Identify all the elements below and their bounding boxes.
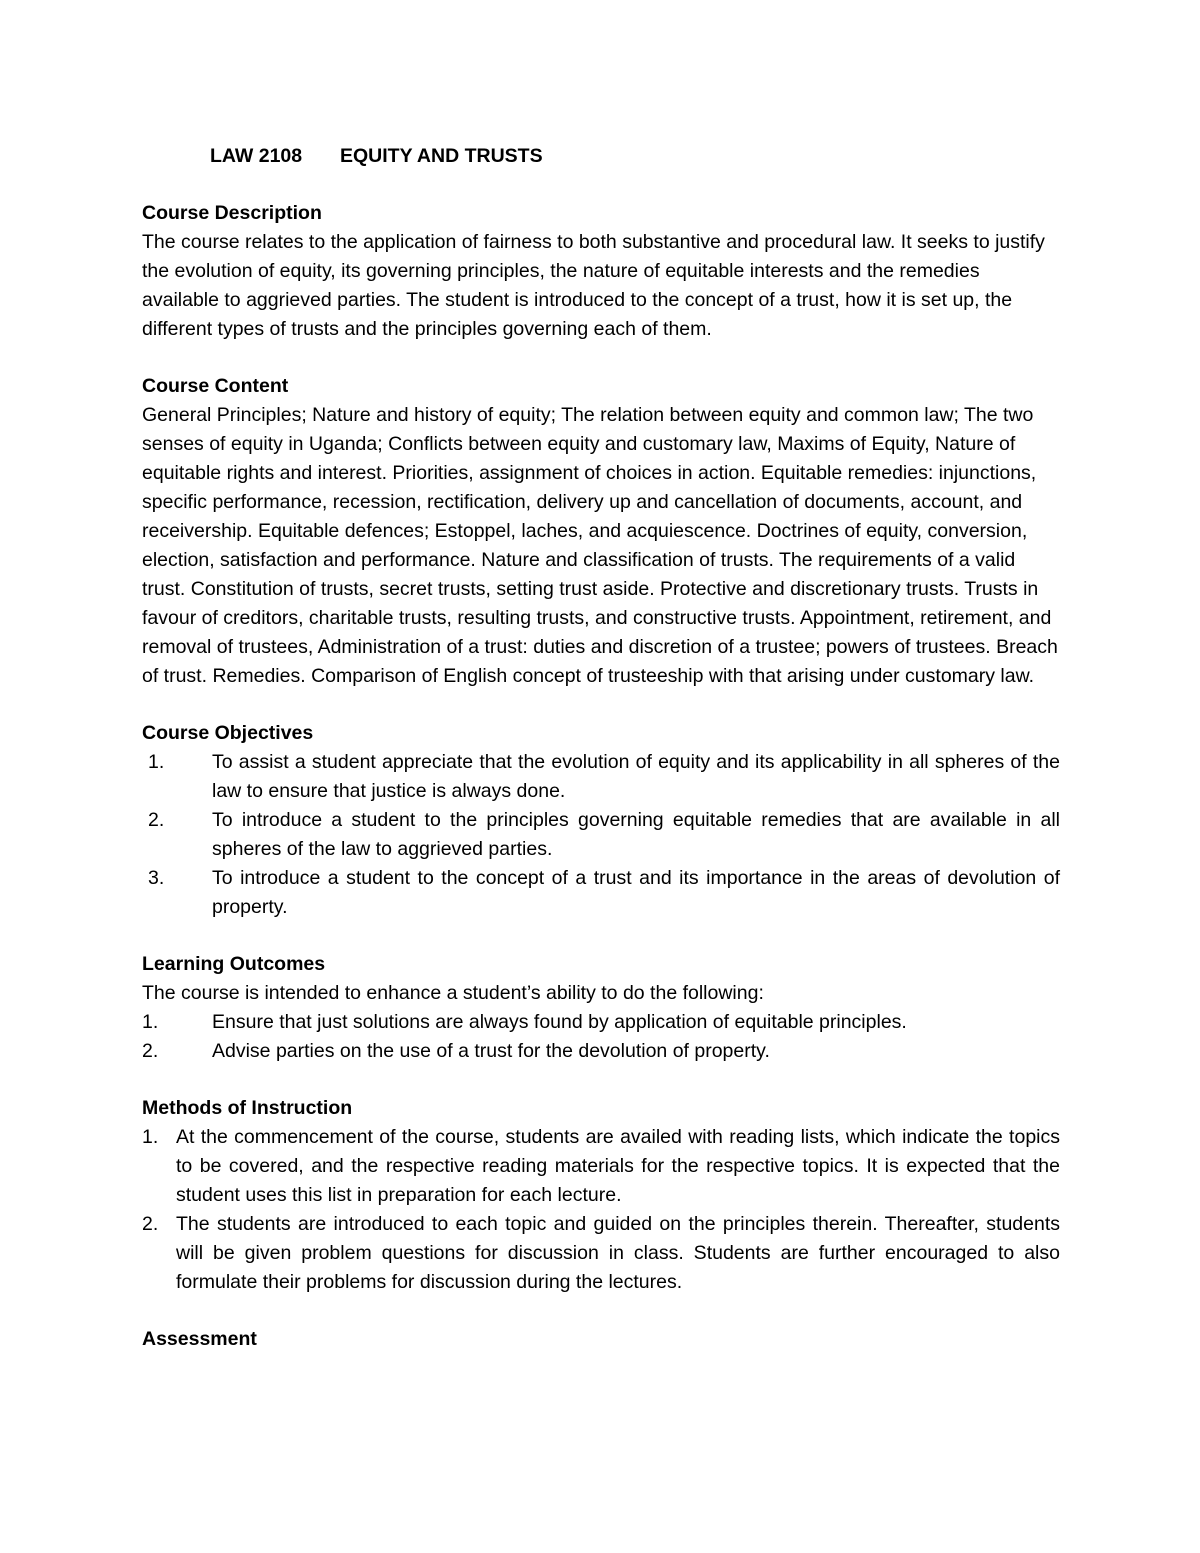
list-item (142, 1123, 1060, 1210)
course-description-heading: Course Description (142, 202, 322, 224)
list-item (142, 806, 1060, 864)
list-item-text: At the commencement of the course, students are availed with reading lists, which indicate the topics to be covered, and the respective reading materials for the respective topics. It is expected that the student uses this list in preparation for each lecture. (176, 1126, 1060, 1206)
course-description-section (142, 199, 1060, 344)
course-objectives-section (142, 719, 1060, 922)
learning-outcomes-section (142, 950, 1060, 1066)
list-item (142, 1008, 1060, 1037)
course-name: EQUITY AND TRUSTS (340, 145, 543, 167)
list-item (142, 748, 1060, 806)
list-item (142, 1210, 1060, 1297)
learning-outcomes-intro: The course is intended to enhance a student’s ability to do the following: (142, 982, 764, 1004)
course-objectives-heading: Course Objectives (142, 722, 314, 744)
list-item (142, 864, 1060, 922)
course-title (210, 140, 1060, 172)
list-item-text: To introduce a student to the principles governing equitable remedies that are available in all spheres of the law to aggrieved parties. (212, 809, 1060, 860)
assessment-heading: Assessment (142, 1328, 257, 1350)
list-number: 2. (148, 809, 165, 831)
methods-of-instruction-heading: Methods of Instruction (142, 1097, 353, 1119)
course-content-heading: Course Content (142, 375, 289, 397)
list-item (142, 1037, 1060, 1066)
methods-of-instruction-list (142, 1123, 1060, 1297)
list-item-text: To assist a student appreciate that the evolution of equity and its applicability in all spheres of the law to ensure that justice is always done. (212, 751, 1060, 802)
learning-outcomes-list (142, 1008, 1060, 1066)
course-content-section (142, 372, 1060, 691)
course-code: LAW 2108 (210, 145, 303, 167)
list-item-text: Advise parties on the use of a trust for the devolution of property. (212, 1040, 770, 1062)
list-number: 1. (142, 1011, 159, 1033)
methods-of-instruction-section (142, 1094, 1060, 1297)
course-content-text: General Principles; Nature and history of equity; The relation between equity and common law; The two senses of equity in Uganda; Conflicts between equity and customary law, Maxims of Equity, Nature of equitable rights and interest. Priorities, assignment of choices in action. Equitable remedies: injunctions, specific performance, recession, rectification, delivery up and cancellation of documents, account, and receivership. Equitable defences; Estoppel, laches, and acquiescence. Doctrines of equity, conversion, election, satisfaction and performance. Nature and classification of trusts. The requirements of a valid trust. Constitution of trusts, secret trusts, setting trust aside. Protective and discretionary trusts. Trusts in favour of creditors, charitable trusts, resulting trusts, and constructive trusts. Appointment, retirement, and removal of trustees, Administration of a trust: duties and discretion of a trustee; powers of trustees. Breach of trust. Remedies. Comparison of English concept of trusteeship with that arising under customary law. (142, 404, 1058, 687)
course-description-text: The course relates to the application of fairness to both substantive and procedural law. It seeks to justify the evolution of equity, its governing principles, the nature of equitable interests and the remedies available to aggrieved parties. The student is introduced to the concept of a trust, how it is set up, the different types of trusts and the principles governing each of them. (142, 231, 1045, 340)
learning-outcomes-heading: Learning Outcomes (142, 953, 326, 975)
list-number: 1. (148, 751, 165, 773)
list-number: 3. (148, 867, 165, 889)
assessment-section (142, 1325, 1060, 1354)
list-item-text: To introduce a student to the concept of a trust and its importance in the areas of devolution of property. (212, 867, 1060, 918)
list-number: 2. (142, 1040, 159, 1062)
list-item-text: The students are introduced to each topic and guided on the principles therein. Thereafter, students will be given problem questions for discussion in class. Students are further encouraged to also formulate their problems for discussion during the lectures. (176, 1213, 1060, 1293)
list-item-text: Ensure that just solutions are always found by application of equitable principles. (212, 1011, 907, 1033)
course-objectives-list (142, 748, 1060, 922)
document-page (142, 140, 1060, 1382)
list-number: 1. (142, 1126, 159, 1148)
list-number: 2. (142, 1213, 159, 1235)
